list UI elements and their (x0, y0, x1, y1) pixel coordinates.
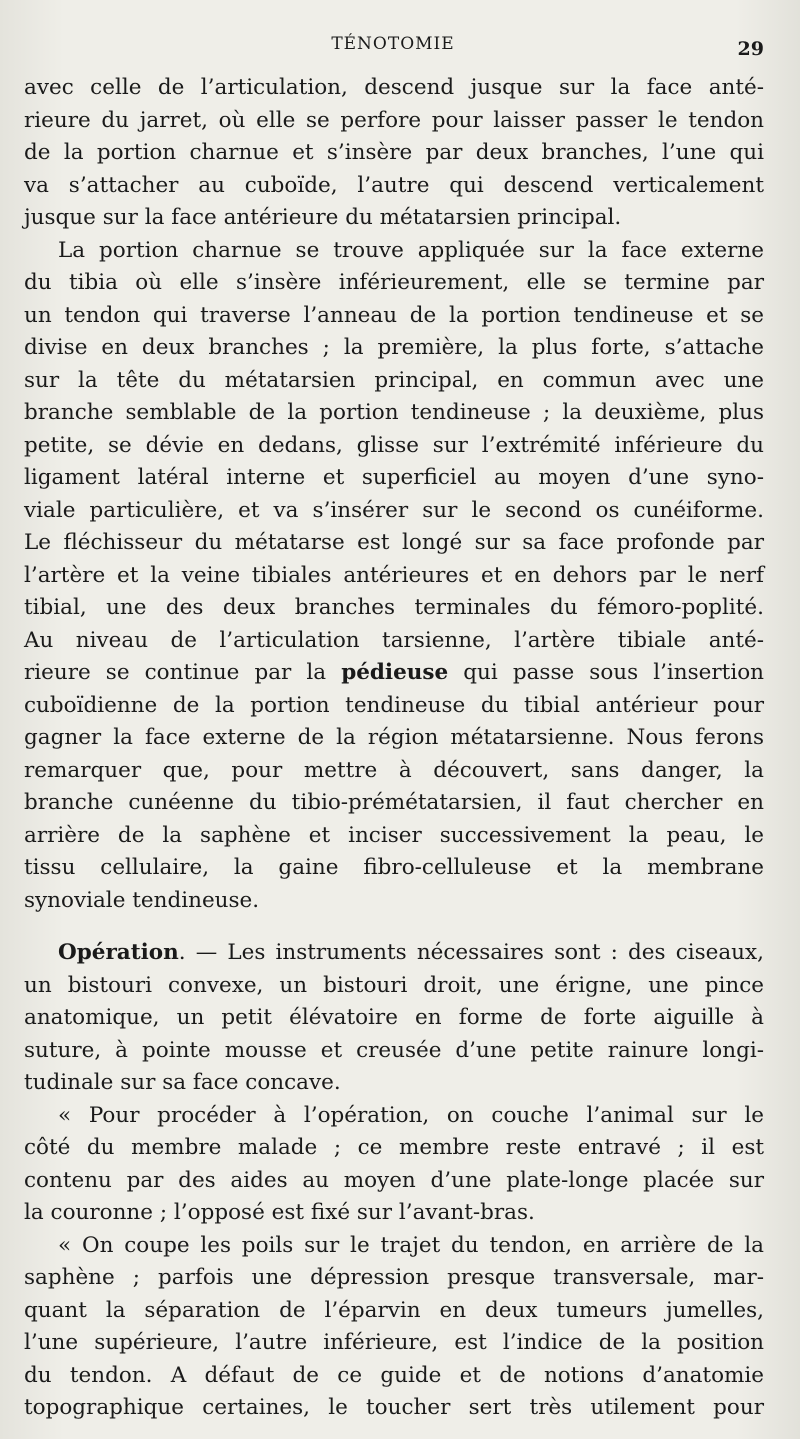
text-line: branche cunéenne du tibio-prémétatarsien, il faut chercher en (24, 790, 764, 815)
page-header (0, 34, 800, 62)
page-number: 29 (737, 38, 764, 60)
text-line: petite, se dévie en dedans, glisse sur l’extrémité inférieure du (24, 432, 764, 458)
text-line: « On coupe les poils sur le trajet du tendon, en arrière de la (58, 1232, 764, 1258)
text-line (24, 937, 764, 970)
text-line: synoviale tendineuse. (24, 887, 260, 913)
text-line: topographique certaines, le toucher sert très utilement pour (24, 1395, 764, 1420)
text-line: La portion charnue se trouve appliquée sur la face externe (58, 237, 764, 263)
text-line: anatomique, un petit élévatoire en forme de forte aiguille à (24, 1005, 764, 1030)
text-line: du tendon. A défaut de ce guide et de notions d’anatomie (24, 1362, 764, 1388)
text-fragment: . — Les instruments nécessaires sont : des ciseaux, (178, 940, 764, 965)
text-line: branche semblable de la portion tendineuse ; la deuxième, plus (24, 400, 764, 425)
text-line: avec celle de l’articulation, descend jusque sur la face anté- (24, 75, 764, 100)
bold-term-pedieuse: pédieuse (341, 660, 449, 685)
text-line: Au niveau de l’articulation tarsienne, l’artère tibiale anté- (24, 627, 764, 653)
paragraph-quote-2 (24, 1230, 764, 1425)
text-line: va s’attacher au cuboïde, l’autre qui descend verticalement (24, 172, 764, 198)
text-line: rieure du jarret, où elle se perfore pour laisser passer le tendon (24, 107, 764, 133)
text-line: du tibia où elle s’insère inférieurement, elle se termine par (24, 270, 764, 295)
text-line (24, 657, 764, 690)
text-line: tibial, une des deux branches terminales du fémoro-poplité. (24, 595, 764, 620)
text-line: côté du membre malade ; ce membre reste entravé ; il est (24, 1135, 764, 1160)
text-line: contenu par des aides au moyen d’une plate-longe placée sur (24, 1167, 764, 1193)
text-line: tissu cellulaire, la gaine fibro-celluleuse et la membrane (24, 855, 764, 880)
text-line: de la portion charnue et s’insère par deux branches, l’une qui (24, 140, 764, 165)
text-line: « Pour procéder à l’opération, on couche l’animal sur le (58, 1102, 764, 1128)
text-line: sur la tête du métatarsien principal, en commun avec une (24, 367, 764, 393)
text-line: arrière de la saphène et inciser successivement la peau, le (24, 822, 764, 848)
paragraph-operation (24, 937, 764, 1100)
text-line: un bistouri convexe, un bistouri droit, une érigne, une pince (24, 972, 764, 998)
body-text (24, 72, 764, 1425)
text-line: jusque sur la face antérieure du métatarsien principal. (24, 205, 622, 230)
text-line: quant la séparation de l’éparvin en deux tumeurs jumelles, (24, 1297, 764, 1323)
text-line: ligament latéral interne et superficiel au moyen d’une syno- (24, 465, 764, 490)
text-line: l’une supérieure, l’autre inférieure, est l’indice de la position (24, 1330, 764, 1355)
text-line: un tendon qui traverse l’anneau de la portion tendineuse et se (24, 302, 764, 328)
text-line: Le fléchisseur du métatarse est longé sur sa face profonde par (24, 530, 764, 555)
text-line: gagner la face externe de la région métatarsienne. Nous ferons (24, 725, 764, 750)
paragraph-anatomy (24, 235, 764, 918)
text-line: tudinale sur sa face concave. (24, 1070, 341, 1095)
paragraph-continuation (24, 72, 764, 235)
text-line: viale particulière, et va s’insérer sur le second os cunéiforme. (24, 497, 764, 523)
text-line: la couronne ; l’opposé est fixé sur l’avant-bras. (24, 1200, 535, 1225)
text-line: divise en deux branches ; la première, la plus forte, s’attache (24, 335, 764, 360)
section-heading: Opération (58, 940, 179, 965)
text-line: suture, à pointe mousse et creusée d’une petite rainure longi- (24, 1037, 764, 1063)
text-fragment: rieure se continue par la (24, 660, 327, 685)
text-fragment: qui passe sous l’insertion (463, 660, 764, 685)
running-title: TÉNOTOMIE (331, 34, 455, 54)
paragraph-quote-1 (24, 1100, 764, 1230)
text-line: saphène ; parfois une dépression presque transversale, mar- (24, 1265, 764, 1290)
text-line: remarquer que, pour mettre à découvert, sans danger, la (24, 757, 764, 783)
text-line: l’artère et la veine tibiales antérieures et en dehors par le nerf (24, 562, 764, 588)
text-line: cuboïdienne de la portion tendineuse du tibial antérieur pour (24, 692, 764, 718)
